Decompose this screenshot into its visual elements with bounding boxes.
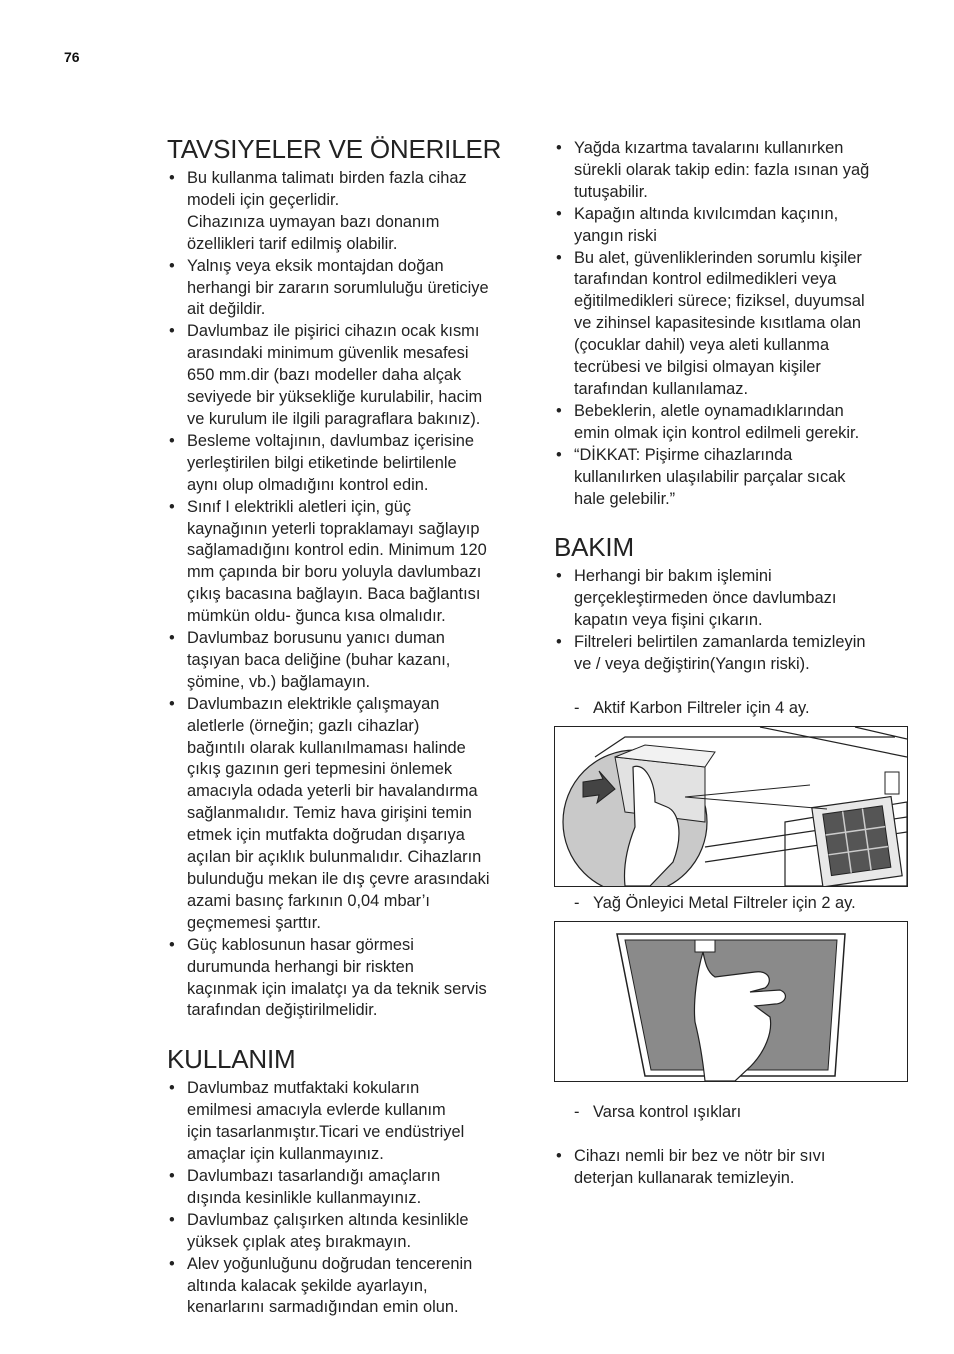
list-item: • Herhangi bir bakım işlemini gerçekleştirmeden önce davlumbazı kapatın veya fişini çıkarın.	[554, 566, 910, 632]
list-item: • Kapağın altında kıvılcımdan kaçının, yangın riski	[554, 204, 910, 248]
list-item: • Sınıf I elektrikli aletleri için, güç kaynağının yeterli topraklamayı sağlayıp sağlamadığını kontrol edin. Minimum 120 mm çapında bir boru yoluyla davlumbazı çıkış bacasına bağlayın. Baca bağlantısı mümkün oldu- ğunca kısa olmalıdır.	[167, 497, 529, 628]
metal-filter-illustration	[554, 921, 908, 1082]
list-item: • Güç kablosunun hasar görmesi durumunda herhangi bir riskten kaçınmak için imalatçı ya da teknik servis tarafından değiştirilmelidir.	[167, 935, 529, 1023]
list-item: • Yalnış veya eksik montajdan doğan herhangi bir zararın sorumluluğu üreticiye ait değildir.	[167, 256, 529, 322]
section-title-kullanim: KULLANIM	[167, 1044, 296, 1075]
carbon-filter-illustration	[554, 726, 908, 887]
list-item: • Davlumbaz ile pişirici cihazın ocak kısmı arasındaki minimum güvenlik mesafesi 650 mm.dir (bazı modeller daha alçak seviyede bir yüksekliğe kurulabilir, hacim ve kurulum ile ilgili paragraflara bakınız).	[167, 321, 529, 431]
list-item: • Davlumbaz mutfaktaki kokuların emilmesi amacıyla evlerde kullanım için tasarlanmıştır.Ticari ve endüstriyel amaçlar için kullanmayınız.	[167, 1078, 529, 1166]
list-item: • Bu alet, güvenliklerinden sorumlu kişiler tarafından kontrol edilmedikleri veya eğitilmedikleri sürece; fiziksel, duyumsal ve zihinsel kapasitesinde kısıtlama olan (çocuklar dahil) veya aleti kullanma tecrübesi ve bilgisi olmayan kişiler tarafından kullanılamaz.	[554, 248, 910, 401]
section-title-bakim: BAKIM	[554, 532, 634, 563]
list-item: • Alev yoğunluğunu doğrudan tencerenin altında kalacak şekilde ayarlayın, kenarlarını sarmadığından emin olun.	[167, 1254, 529, 1320]
kullanim-list	[167, 1078, 529, 1319]
list-item: • Bebeklerin, aletle oynamadıklarından emin olmak için kontrol edilmeli gerekir.	[554, 401, 910, 445]
list-item: • Yağda kızartma tavalarını kullanırken sürekli olarak takip edin: fazla ısınan yağ tutuşabilir.	[554, 138, 910, 204]
list-item: • Bu kullanma talimatı birden fazla cihaz modeli için geçerlidir. Cihazınıza uymayan bazı donanım özellikleri tarif edilmiş olabilir.	[167, 168, 529, 256]
metal-filter-interval: - Yağ Önleyici Metal Filtreler için 2 ay.	[574, 893, 856, 912]
tavsiyeler-list	[167, 168, 529, 1022]
right-column	[554, 138, 910, 1189]
list-item: • Besleme voltajının, davlumbaz içerisine yerleştirilen bilgi etiketinde belirtilenle aynı olup olmadığını kontrol edin.	[167, 431, 529, 497]
left-column	[167, 134, 529, 1319]
section-title-tavsiyeler: TAVSIYELER VE ÖNERILER	[167, 134, 502, 164]
right-warnings-list	[554, 138, 910, 510]
cleaning-list	[554, 1146, 910, 1190]
page-number: 76	[64, 49, 80, 65]
list-item: • Davlumbaz borusunu yanıcı duman taşıyan baca deliğine (buhar kazanı, şömine, vb.) bağlamayın.	[167, 628, 529, 694]
list-item: • Davlumbazı tasarlandığı amaçların dışında kesinlikle kullanmayınız.	[167, 1166, 529, 1210]
bakim-list	[554, 566, 910, 676]
list-item: • Cihazı nemli bir bez ve nötr bir sıvı deterjan kullanarak temizleyin.	[554, 1146, 910, 1190]
carbon-filter-interval: - Aktif Karbon Filtreler için 4 ay.	[574, 698, 810, 717]
list-item: • “DİKKAT: Pişirme cihazlarında kullanılırken ulaşılabilir parçalar sıcak hale gelebilir.”	[554, 445, 910, 511]
list-item: • Filtreleri belirtilen zamanlarda temizleyin ve / veya değiştirin(Yangın riski).	[554, 632, 910, 676]
list-item: • Davlumbazın elektrikle çalışmayan aletlerle (örneğin; gazlı cihazlar) bağıntılı olarak kullanılmaması halinde çıkış gazının geri tepmesini önlemek amacıyla odada yeterli bir havalandırma sağlanmalıdır. Temiz hava girişini temin etmek için mutfakta doğrudan dışarıya açılan bir açıklık bulunmalıdır. Cihazların bulunduğu mekan ile dış çevre arasındaki azami basınç farkının 0,04 mbar’ı geçmemesi şarttır.	[167, 694, 529, 935]
control-lights-note: - Varsa kontrol ışıkları	[574, 1102, 742, 1121]
list-item: • Davlumbaz çalışırken altında kesinlikle yüksek çıplak ateş bırakmayın.	[167, 1210, 529, 1254]
